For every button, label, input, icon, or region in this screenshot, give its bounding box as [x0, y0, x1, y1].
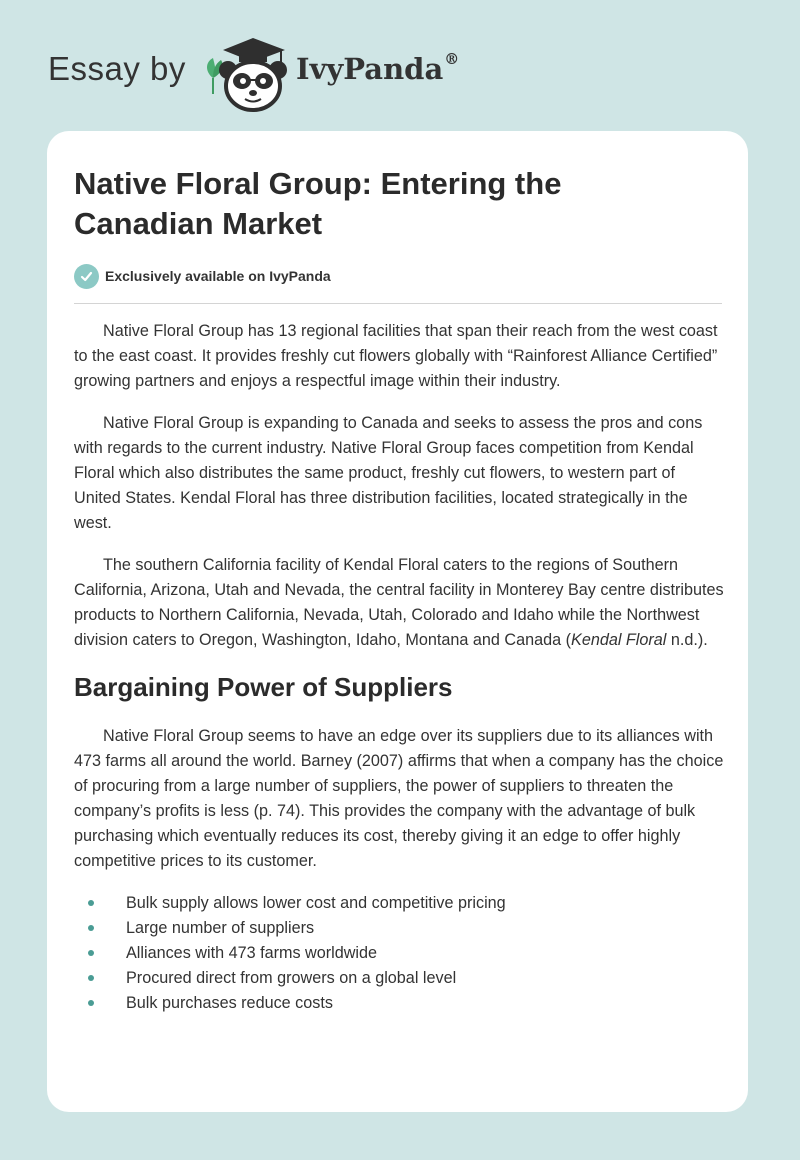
brand-name-text: IvyPanda	[296, 52, 444, 86]
section-heading: Bargaining Power of Suppliers	[74, 672, 453, 702]
site-header	[0, 0, 800, 130]
panda-logo-icon[interactable]	[201, 36, 295, 112]
paragraph-1: Native Floral Group has 13 regional facilities that span their reach from the west coast to the east coast. It provides freshly cut flowers globally with “Rainforest Alliance Certified” growing partners and enjoys a respectful image within their industry.	[74, 322, 718, 390]
brand-name[interactable]	[296, 52, 459, 86]
brand-prefix: Essay by	[48, 50, 186, 87]
divider	[74, 303, 722, 304]
paragraph-2: Native Floral Group is expanding to Canada and seeks to assess the pros and cons with regards to the current industry. Native Floral Group faces competition from Kendal Floral which also distributes the same product, freshly cut flowers, to western part of United States. Kendal Floral has three distribution facilities, located strategically in the west.	[74, 414, 703, 532]
citation-tail: n.d.).	[666, 631, 708, 649]
list-item: Alliances with 473 farms worldwide	[74, 941, 724, 966]
list-item: Bulk supply allows lower cost and competitive pricing	[74, 891, 724, 916]
bullet-list	[74, 891, 724, 1016]
checkmark-icon	[74, 264, 99, 289]
list-item: Procured direct from growers on a global level	[74, 966, 724, 991]
article-body	[74, 319, 724, 1016]
section-paragraph: Native Floral Group seems to have an edge over its suppliers due to its alliances with 473 farms all around the world. Barney (2007) affirms that when a company has the choice of procuring from a large number of suppliers, the power of suppliers to threaten the company’s profits is less (p. 74). This provides the company with the advantage of bulk purchasing which eventually reduces its cost, thereby giving it an edge to offer highly competitive prices to its customer.	[74, 727, 724, 870]
paragraph-3-text: The southern California facility of Kendal Floral caters to the regions of Southern California, Arizona, Utah and Nevada, the central facility in Monterey Bay centre distributes products to Northern California, Nevada, Utah, Colorado and Idaho while the Northwest division caters to Oregon, Washington, Idaho, Montana and Canada (	[74, 556, 724, 649]
paragraph-3	[74, 553, 724, 653]
list-item: Bulk purchases reduce costs	[74, 991, 724, 1016]
page-title: Native Floral Group: Entering the Canadian Market	[74, 166, 562, 241]
list-item: Large number of suppliers	[74, 916, 724, 941]
citation-italic: Kendal Floral	[571, 631, 667, 649]
exclusive-label: Exclusively available on IvyPanda	[105, 268, 331, 284]
essay-card	[47, 131, 748, 1112]
exclusive-badge	[74, 263, 331, 289]
registered-mark: ®	[444, 50, 460, 68]
